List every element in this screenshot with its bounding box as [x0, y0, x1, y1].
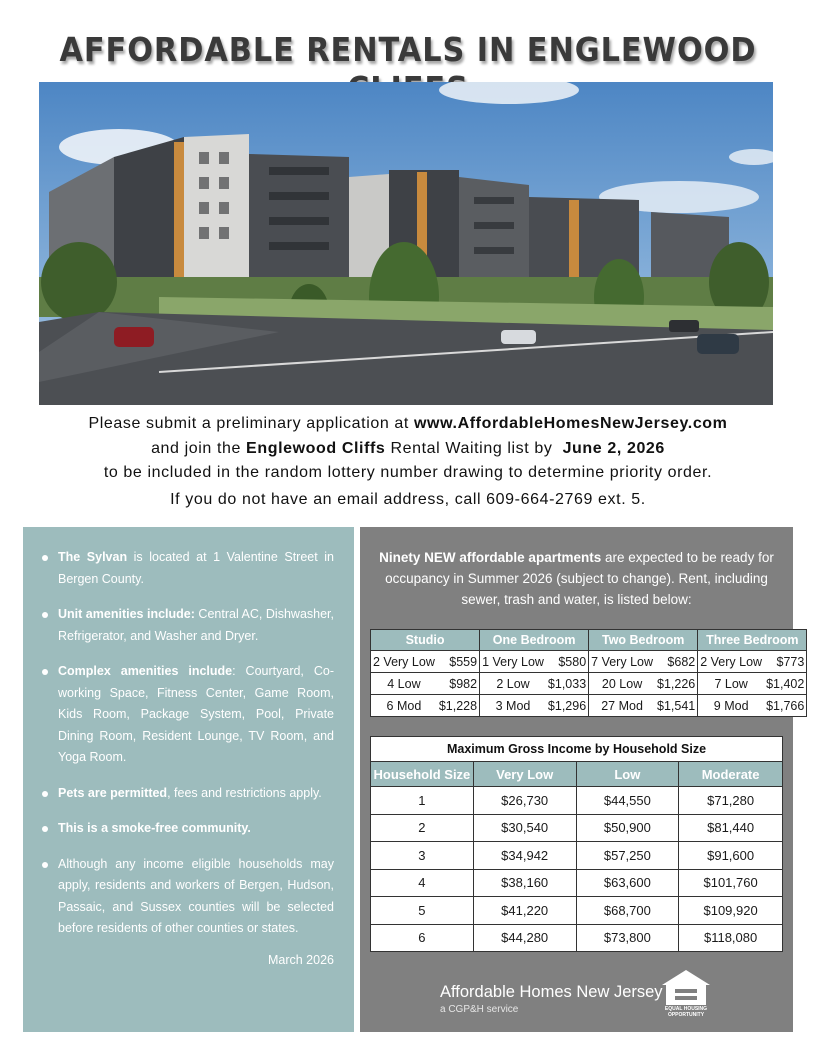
rent-header-studio: Studio [371, 630, 480, 651]
rent-amount: $1,228 [437, 695, 480, 717]
table-row [371, 842, 783, 870]
income-moderate: $118,080 [679, 924, 783, 952]
table-row [371, 787, 783, 815]
unit-count: 27 Mod [589, 695, 655, 717]
rent-amount: $1,541 [655, 695, 698, 717]
income-very-low: $44,280 [473, 924, 576, 952]
unit-count: 7 Very Low [589, 651, 655, 673]
smoke-free-label: This is a smoke-free community. [58, 821, 251, 835]
income-low: $44,550 [576, 787, 679, 815]
unit-count: 2 Very Low [371, 651, 437, 673]
income-moderate: $91,600 [679, 842, 783, 870]
unit-count: 2 Low [480, 673, 546, 695]
rent-amount: $580 [546, 651, 589, 673]
rent-header-three-bedroom: Three Bedroom [698, 630, 807, 651]
building-rendering-image [39, 82, 773, 405]
publication-date: March 2026 [267, 953, 334, 967]
income-table-caption: Maximum Gross Income by Household Size [371, 737, 783, 762]
town-name: Englewood Cliffs [246, 439, 386, 457]
unit-count: 2 Very Low [698, 651, 764, 673]
income-caption-row [371, 737, 783, 762]
website-link[interactable]: www.AffordableHomesNewJersey.com [414, 415, 728, 432]
eho-caption-line-1: EQUAL HOUSING [664, 1006, 708, 1012]
income-header-low: Low [576, 762, 679, 787]
table-row [371, 695, 807, 717]
equal-housing-caption [658, 1006, 714, 1018]
unit-count: 9 Mod [698, 695, 764, 717]
income-low: $73,800 [576, 924, 679, 952]
rent-header-two-bedroom: Two Bedroom [589, 630, 698, 651]
availability-bold: Ninety NEW affordable apartments [379, 550, 602, 565]
deadline-date: June 2, 2026 [562, 439, 665, 457]
complex-amenities-text: : Courtyard, Co-working Space, Fitness Center, Game Room, Kids Room, Package System, Pool, Private Dining Room, Resident Lounge, TV Room, and Yoga Room. [58, 664, 334, 764]
property-location: is located at 1 Valentine Street in Bergen County. [58, 550, 335, 586]
unit-amenities-text: Central AC, Dishwasher, Refrigerator, and Washer and Dryer. [58, 607, 334, 643]
rent-amount: $559 [437, 651, 480, 673]
list-item [41, 783, 334, 805]
income-header-row [371, 762, 783, 787]
household-size: 4 [371, 869, 474, 897]
rent-amount: $1,402 [764, 673, 807, 695]
intro-line-1-text: Please submit a preliminary application at [88, 415, 414, 432]
unit-count: 7 Low [698, 673, 764, 695]
organization-tagline: a CGP&H service [440, 1004, 519, 1015]
income-very-low: $26,730 [473, 787, 576, 815]
property-name: The Sylvan [58, 550, 128, 564]
intro-line-1 [0, 412, 816, 437]
income-low: $63,600 [576, 869, 679, 897]
income-very-low: $38,160 [473, 869, 576, 897]
pets-text: , fees and restrictions apply. [167, 785, 322, 800]
rent-amount: $773 [764, 651, 807, 673]
income-moderate: $71,280 [679, 787, 783, 815]
unit-count: 1 Very Low [480, 651, 546, 673]
intro-line-2-middle: Rental Waiting list by [385, 439, 558, 457]
rent-amount: $682 [655, 651, 698, 673]
household-size: 5 [371, 897, 474, 925]
household-size: 3 [371, 842, 474, 870]
unit-count: 4 Low [371, 673, 437, 695]
availability-body: are expected to be ready for occupancy in Summer 2026 (subject to change). Rent, including sewer, trash and water, is listed below: [385, 550, 774, 607]
rent-table [370, 629, 807, 717]
income-header-very-low: Very Low [473, 762, 576, 787]
rent-income-panel [360, 527, 805, 1032]
rent-header-row [371, 630, 807, 651]
unit-count: 6 Mod [371, 695, 437, 717]
household-size: 1 [371, 787, 474, 815]
application-instructions [0, 412, 816, 512]
table-row [371, 673, 807, 695]
list-item [41, 547, 334, 590]
property-details-panel [23, 527, 354, 1032]
rent-amount: $1,033 [546, 673, 589, 695]
income-low: $57,250 [576, 842, 679, 870]
table-row [371, 897, 783, 925]
list-item [41, 661, 334, 769]
intro-line-4: If you do not have an email address, call 609-664-2769 ext. 5. [170, 490, 646, 508]
intro-line-2-prefix: and join the [151, 439, 247, 457]
intro-line-2 [0, 437, 816, 462]
availability-text [368, 547, 785, 610]
intro-line-3: to be included in the random lottery number drawing to determine priority order. [103, 464, 713, 481]
income-moderate: $101,760 [679, 869, 783, 897]
income-header-household-size: Household Size [371, 762, 474, 787]
rent-header-one-bedroom: One Bedroom [480, 630, 589, 651]
income-low: $50,900 [576, 814, 679, 842]
pets-label: Pets are permitted [58, 785, 168, 800]
income-moderate: $109,920 [679, 897, 783, 925]
rent-amount: $1,296 [546, 695, 589, 717]
unit-count: 20 Low [589, 673, 655, 695]
income-moderate: $81,440 [679, 814, 783, 842]
list-item [41, 818, 334, 840]
income-very-low: $34,942 [473, 842, 576, 870]
eligibility-text: Although any income eligible households may apply, residents and workers of Bergen, Hudson, Passaic, and Sussex counties will be selected before residents of other counties or states. [58, 856, 334, 935]
income-very-low: $30,540 [473, 814, 576, 842]
rent-amount: $982 [437, 673, 480, 695]
complex-amenities-label: Complex amenities include [58, 664, 233, 678]
organization-logo [440, 983, 663, 1015]
list-item [41, 604, 334, 647]
income-limits-table [370, 736, 783, 952]
income-low: $68,700 [576, 897, 679, 925]
page-title: AFFORDABLE RENTALS IN ENGLEWOOD [59, 30, 757, 69]
table-row [371, 814, 783, 842]
household-size: 2 [371, 814, 474, 842]
rent-amount: $1,226 [655, 673, 698, 695]
table-row [371, 924, 783, 952]
table-row [371, 651, 807, 673]
unit-amenities-label: Unit amenities include: [58, 607, 195, 621]
income-very-low: $41,220 [473, 897, 576, 925]
eho-caption-line-2: OPPORTUNITY [667, 1012, 705, 1018]
rent-amount: $1,766 [764, 695, 807, 717]
list-item [41, 854, 334, 940]
organization-name: Affordable Homes New Jersey [440, 983, 663, 1001]
income-header-moderate: Moderate [679, 762, 783, 787]
household-size: 6 [371, 924, 474, 952]
table-row [371, 869, 783, 897]
unit-count: 3 Mod [480, 695, 546, 717]
details-list [41, 547, 334, 940]
